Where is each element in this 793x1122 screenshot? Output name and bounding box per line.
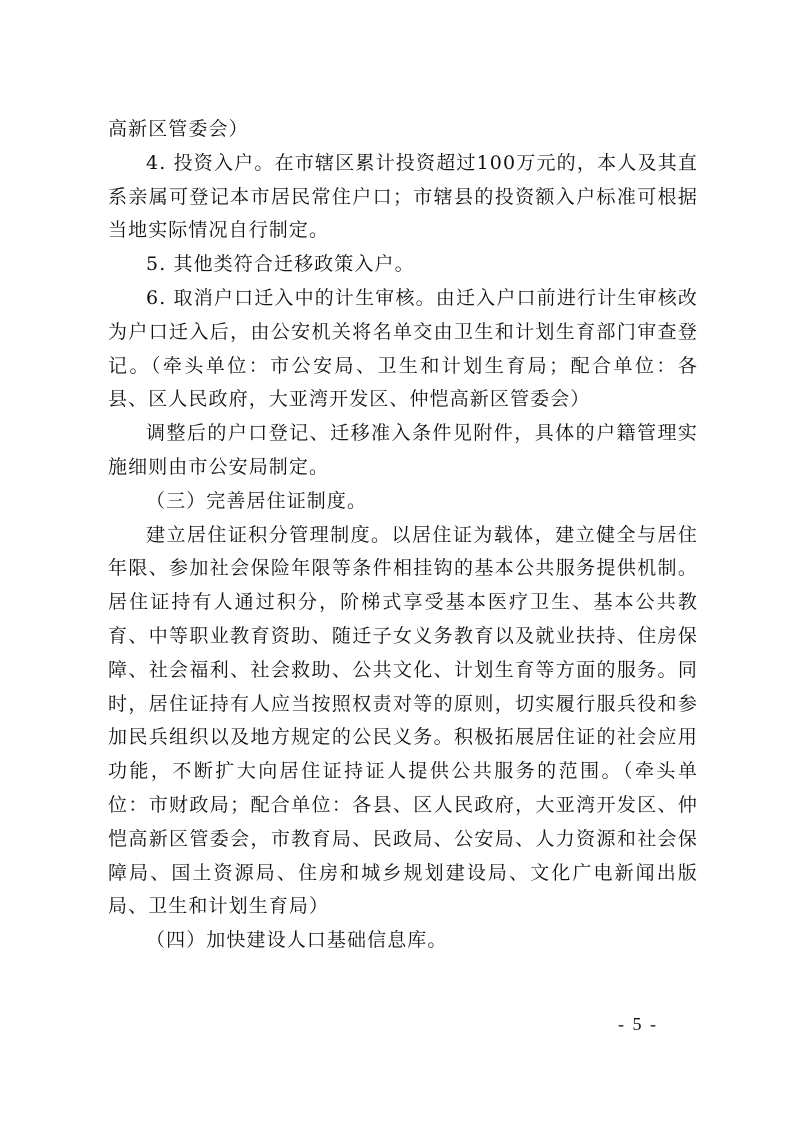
family-planning-review-item: 6. 取消户口迁入中的计生审核。由迁入户口前进行计生审核改为户口迁入后，由公安机关将名单交由卫生和计划生育部门审查登记。（牵头单位：市公安局、卫生和计划生育局；配合单位：各县、区人民政府，大亚湾开发区、仲恺高新区管委会） [108, 286, 698, 411]
page-body [108, 113, 698, 958]
other-migration-item: 5. 其他类符合迁移政策入户。 [146, 253, 415, 276]
residence-permit-paragraph: 建立居住证积分管理制度。以居住证为载体，建立健全与居住年限、参加社会保险年限等条件相挂钩的基本公共服务提供机制。居住证持有人通过积分，阶梯式享受基本医疗卫生、基本公共教育、中等职业教育资助、随迁子女义务教育以及就业扶持、住房保障、社会福利、社会救助、公共文化、计划生育等方面的服务。同时，居住证持有人应当按照权责对等的原则，切实履行服兵役和参加民兵组织以及地方规定的公民义务。积极拓展居住证的社会应用功能，不断扩大向居住证持证人提供公共服务的范围。（牵头单位：市财政局；配合单位：各县、区人民政府，大亚湾开发区、仲恺高新区管委会，市教育局、民政局、公安局、人力资源和社会保障局、国土资源局、住房和城乡规划建设局、文化广电新闻出版局、卫生和计划生育局） [108, 523, 698, 918]
continuation-line: 高新区管委会） [108, 118, 249, 140]
page-number: - 5 - [618, 1014, 658, 1034]
investment-household-item: 4. 投资入户。在市辖区累计投资超过100万元的，本人及其直系亲属可登记本市居民常住户口；市辖县的投资额入户标准可根据当地实际情况自行制定。 [108, 151, 698, 242]
section-heading-population-database: （四）加快建设人口基础信息库。 [146, 929, 448, 952]
adjusted-conditions-paragraph: 调整后的户口登记、迁移准入条件见附件，具体的户籍管理实施细则由市公安局制定。 [108, 422, 698, 478]
section-heading-residence-permit: （三）完善居住证制度。 [146, 489, 368, 512]
